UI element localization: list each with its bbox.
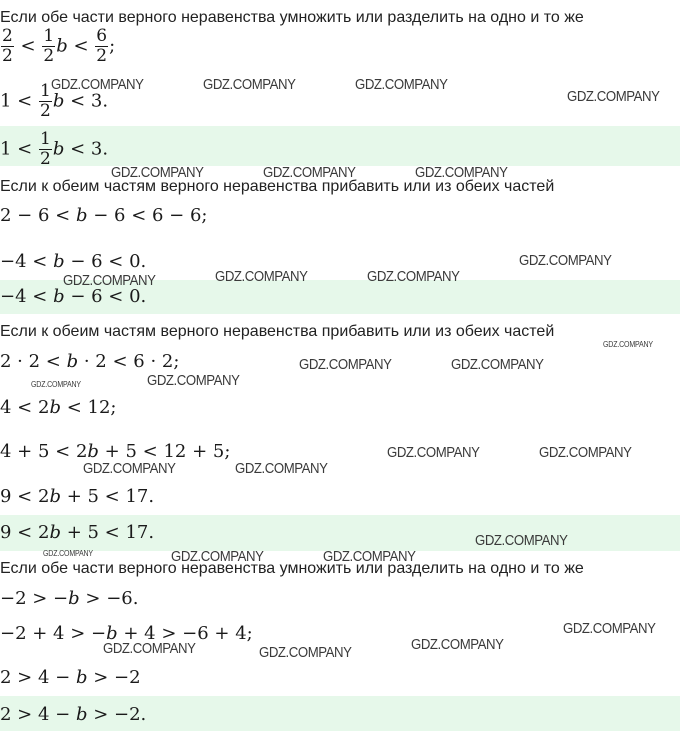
math-line: 2 − 6 < b − 6 < 6 − 6; [0, 205, 208, 226]
answer-line: 1 < $\frac{1}{2}$ b < 3. [0, 129, 109, 169]
watermark: GDZ.COMPANY [259, 644, 352, 661]
watermark: GDZ.COMPANY [215, 268, 308, 285]
math-line: −4 < b − 6 < 0. [0, 251, 147, 272]
watermark: GDZ.COMPANY [263, 164, 356, 181]
watermark: GDZ.COMPANY [519, 252, 612, 269]
watermark: GDZ.COMPANY [235, 460, 328, 477]
watermark: GDZ.COMPANY [355, 76, 448, 93]
math-line: 2 · 2 < b · 2 < 6 · 2; [0, 351, 180, 372]
rule-text: Если к обеим частям верного неравенства прибавить или из обеих частей [0, 323, 555, 340]
math-line: 1 < $\frac{1}{2}$ b < 3. [0, 81, 109, 121]
math-line: 9 < 2b + 5 < 17. [0, 486, 155, 507]
watermark: GDZ.COMPANY [367, 268, 460, 285]
answer-line: 2 > 4 − b > −2. [0, 704, 147, 725]
watermark: GDZ.COMPANY [387, 444, 480, 461]
watermark: GDZ.COMPANY [111, 164, 204, 181]
watermark: GDZ.COMPANY [411, 636, 504, 653]
watermark: GDZ.COMPANY [299, 356, 392, 373]
math-line: −2 > −b > −6. [0, 588, 139, 609]
watermark: GDZ.COMPANY [323, 548, 416, 565]
watermark: GDZ.COMPANY [43, 549, 93, 558]
watermark: GDZ.COMPANY [103, 640, 196, 657]
math-line: −2 + 4 > −b + 4 > −6 + 4; [0, 623, 253, 644]
math-line: 4 + 5 < 2b + 5 < 12 + 5; [0, 441, 231, 462]
math-line: $\frac{2}{2}$ < $\frac{1}{2}$ b < $\frac{6}{2}$ ; [2, 26, 116, 66]
math-line: 2 > 4 − b > −2 [0, 667, 141, 688]
watermark: GDZ.COMPANY [147, 372, 240, 389]
rule-text: Если к обеим частям верного неравенства прибавить или из обеих частей [0, 178, 555, 195]
rule-text: Если обе части верного неравенства умножить или разделить на одно и то же [0, 9, 584, 26]
answer-line: 9 < 2b + 5 < 17. [0, 522, 155, 543]
watermark: GDZ.COMPANY [415, 164, 508, 181]
watermark: GDZ.COMPANY [63, 272, 156, 289]
answer-line: −4 < b − 6 < 0. [0, 286, 147, 307]
watermark: GDZ.COMPANY [539, 444, 632, 461]
watermark: GDZ.COMPANY [203, 76, 296, 93]
math-line: 4 < 2b < 12; [0, 397, 117, 418]
rule-text: Если обе части верного неравенства умножить или разделить на одно и то же [0, 560, 584, 577]
watermark: GDZ.COMPANY [567, 88, 660, 105]
watermark: GDZ.COMPANY [451, 356, 544, 373]
watermark: GDZ.COMPANY [563, 620, 656, 637]
watermark: GDZ.COMPANY [51, 76, 144, 93]
watermark: GDZ.COMPANY [475, 532, 568, 549]
watermark: GDZ.COMPANY [171, 548, 264, 565]
watermark: GDZ.COMPANY [83, 460, 176, 477]
watermark: GDZ.COMPANY [603, 340, 653, 349]
watermark: GDZ.COMPANY [31, 380, 81, 389]
